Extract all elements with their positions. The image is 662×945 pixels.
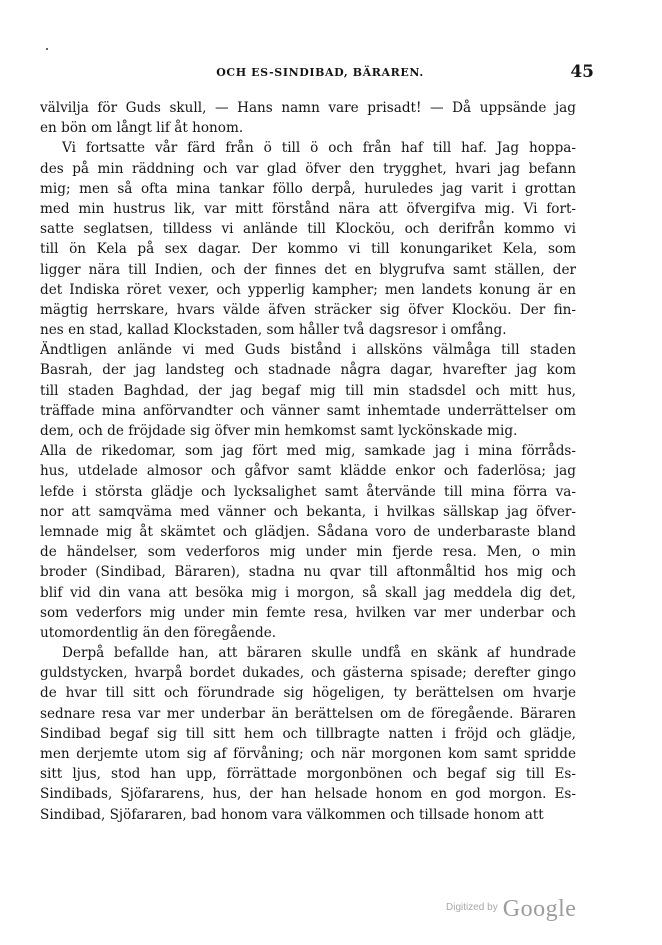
text-line: Basrah, der jag landsteg och stadnade några dagar, hvarefter jag kom (40, 362, 576, 379)
text-line: sednare resa var mer underbar än berättelsen om de föregående. Bäraren (40, 705, 576, 722)
text-line: Derpå befallde han, att bäraren skulle undfå en skänk af hundrade (62, 645, 576, 662)
text-line: lemnade mig åt skämtet och glädjen. Sådana voro de underbaraste bland (40, 523, 576, 540)
text-line: Sindibad, Sjöfararen, bad honom vara välkommen och tillsade honom att (40, 806, 544, 823)
text-line: lefde i största glädje och lycksalighet samt återvände till mina förra va- (40, 483, 576, 500)
text-line: guldstycken, hvarpå bordet dukades, och gästerna spisade; derefter gingo (40, 665, 576, 682)
text-line: Sindibad begaf sig till sitt hem och tillbragte natten i fröjd och glädje, (40, 725, 576, 742)
text-line: Sindibads, Sjöfararens, hus, der han helsade honom en god morgon. Es- (40, 786, 576, 803)
text-line: mägtig herrskare, hvars välde äfven sträcker sig öfver Klocköu. Der fin- (40, 301, 576, 318)
text-line: som vederfors mig under min femte resa, hvilken var mer underbar och (40, 604, 576, 621)
text-line: hus, utdelade almosor och gåfvor samt klädde enkor och faderlösa; jag (40, 463, 576, 480)
text-line: de händelser, som vederforos mig under min fjerde resa. Men, o min (40, 544, 576, 561)
text-line: sitt ljus, stod han upp, förrättade morgonbönen och begaf sig till Es- (40, 766, 576, 783)
text-line: dem, och de fröjdade sig öfver min hemkomst samt lyckönskade mig. (40, 423, 518, 439)
text-line: Vi fortsatte vår färd från ö till ö och från haf till haf. Jag hoppa- (62, 140, 576, 157)
text-line: träffade mina anförvandter och vänner samt inhemtade underrättelser om (40, 402, 576, 419)
page-number: 45 (570, 62, 594, 82)
digitized-by-label: Digitized by (446, 902, 498, 913)
text-line: nes en stad, kallad Klockstaden, som håller två dagsresor i omfång. (40, 322, 507, 339)
ink-speck (46, 48, 48, 50)
text-line: till ön Kela på sex dagar. Der kommo vi till konungariket Kela, som (40, 241, 576, 258)
text-line: utomordentlig än den föregående. (40, 624, 277, 641)
text-line: satte seglatsen, tilldess vi anlände till Klocköu, och derifrån kommo vi (40, 221, 576, 238)
page-header (40, 62, 600, 84)
running-head: OCH ES-SINDIBAD, BÄRAREN. (216, 66, 424, 79)
text-line: de hvar till sitt och förundrade sig högeligen, ty berättelsen om hvarje (40, 685, 576, 702)
text-line: Ändtligen anlände vi med Guds bistånd i allsköns välmåga till staden (40, 342, 576, 359)
digitized-by-google-watermark (446, 896, 636, 930)
text-line: mig; men så ofta mina tankar föllo derpå, huruledes jag varit i grottan (40, 180, 576, 197)
text-line: nor att samqväma med vänner och bekanta, i hvilkas sällskap jag öfver- (40, 503, 576, 520)
text-line: det Indiska röret vexer, och ypperlig kampher; men landets konung är en (40, 281, 576, 298)
text-line: broder (Sindibad, Bäraren), stadna nu qvar till aftonmåltid hos mig och (40, 564, 576, 581)
google-logo: Google (502, 896, 577, 922)
text-line: till staden Baghdad, der jag begaf mig till min stadsdel och mitt hus, (40, 382, 576, 399)
text-line: välvilja för Guds skull, — Hans namn vare prisadt! — Då uppsände jag (40, 100, 576, 116)
body-text (40, 98, 576, 825)
text-line: Alla de rikedomar, som jag fört med mig, samkade jag i mina förråds- (40, 443, 576, 460)
text-line: ligger nära till Indien, och der finnes det en blygrufva samt ställen, der (40, 261, 576, 278)
text-line: med min hustrus lik, var mitt förstånd nära att öfvergifva mig. Vi fort- (40, 200, 576, 217)
text-line: men derjemte utom sig af förvåning; och när morgonen kom samt spridde (40, 746, 576, 762)
text-line: des på min räddning och var glad öfver den trygghet, hvari jag befann (40, 160, 576, 177)
text-line: en bön om långt lif åt honom. (40, 120, 244, 137)
text-line: blif vid din vana att besöka mig i morgon, så skall jag meddela dig det, (40, 584, 576, 601)
